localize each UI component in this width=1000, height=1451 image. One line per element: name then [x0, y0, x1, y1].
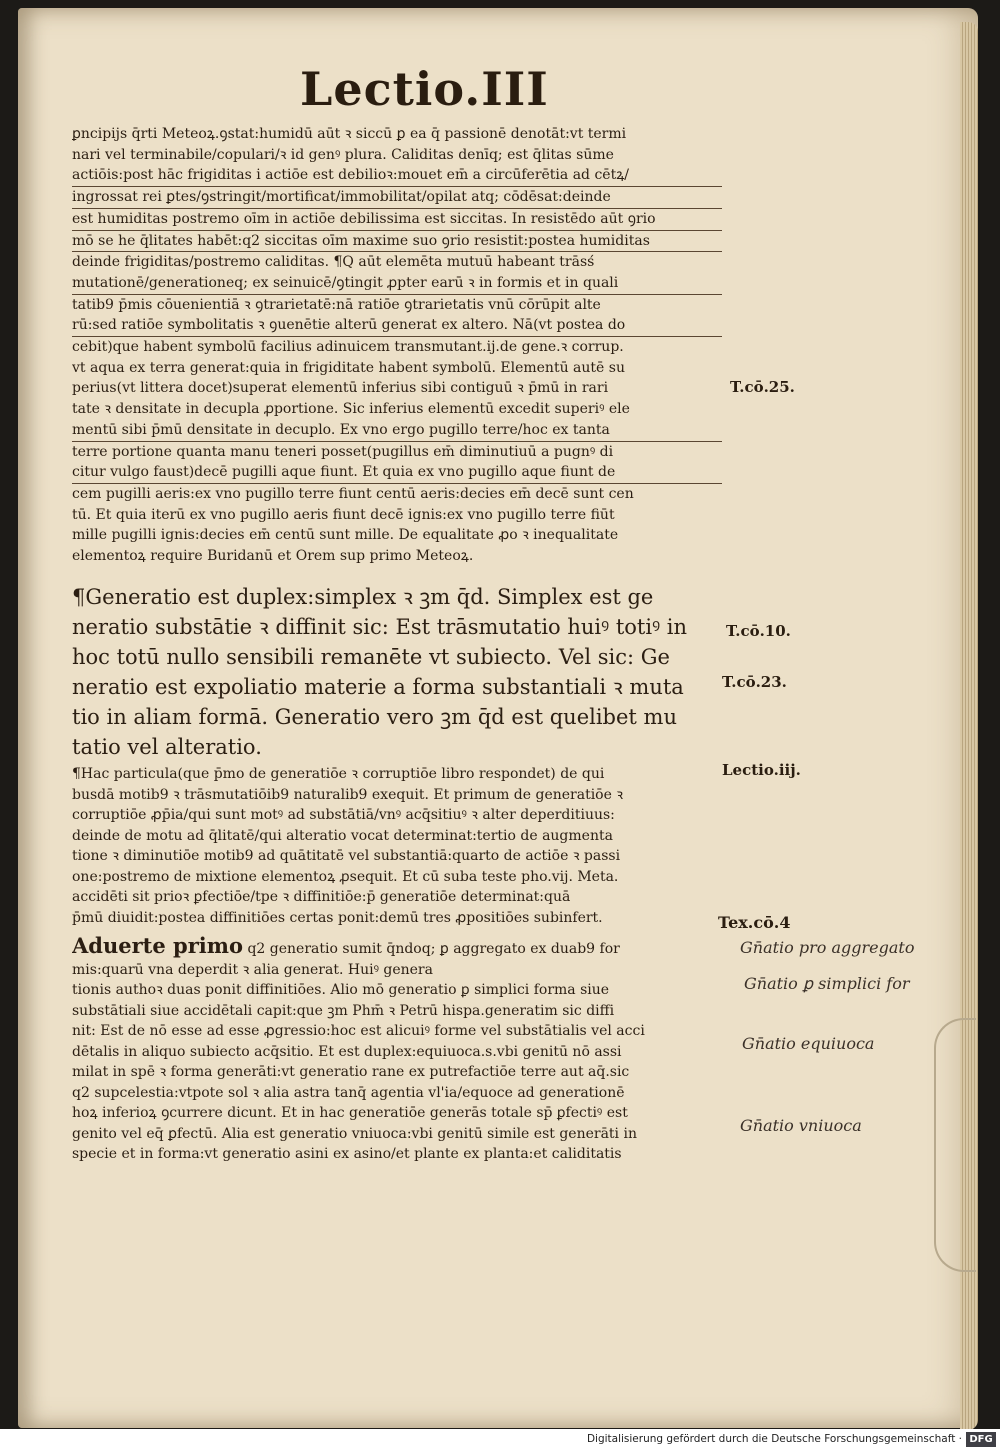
text-line: ꝑncipijs q̄rti Meteoꝝ.ꝯstat:humidū aūt ꝛ siccū ꝑ ea q̄ passionē denotāt:vt termi: [72, 126, 627, 142]
text-line: mō se he q̄litates habēt:q2 siccitas oīm maxime suo ꝯrio resistit:postea humiditas: [72, 231, 722, 253]
text-line: perius(vt littera docet)superat elementū inferius sibi contiguū ꝛ p̄mū in rari: [72, 380, 609, 397]
text-line: ¶Hac particula(que p̄mo de generatiōe ꝛ corruptiōe libro respondet) de qui: [72, 766, 605, 782]
text-line: deinde frigiditas/postremo caliditas. ¶Q aūt elemēta mutuū habeant trāsś: [72, 254, 595, 271]
text-line: tatio vel alteratio.: [72, 735, 262, 759]
text-line: mentū sibi p̄mū densitate in decuplo. Ex vno ergo pugillo terre/hoc ex tanta: [72, 420, 722, 442]
text-line: q2 supcelestia:vtpote sol ꝛ alia astra tanq̄ agentia vl'ia/equoce ad generationē: [72, 1084, 625, 1101]
margin-note-lectio: Lectio.iij.: [722, 761, 801, 779]
text-line: tione ꝛ diminutiōe motib9 ad quātitatē vel substantiā:quarto de actiōe ꝛ passi: [72, 848, 621, 864]
margin-note-tc23: T.cō.23.: [722, 673, 787, 691]
text-line: genito vel eq̄ ꝑfectū. Alia est generatio vniuoca:vbi genitū simile est generāti in: [72, 1125, 637, 1142]
text-line: terre portione quanta manu teneri posset(pugillus em̄ diminutiuū a pugnꝰ di: [72, 443, 614, 460]
text-line: cem pugilli aeris:ex vno pugillo terre fiunt centū aeris:decies em̄ decē sunt cen: [72, 485, 634, 502]
text-line: busdā motib9 ꝛ trāsmutatiōib9 naturalib9 exequit. Et primum de generatiōe ꝛ: [72, 786, 623, 803]
text-line: ingrossat rei ꝑtes/ꝯstringit/mortificat/immobilitat/opilat atq; cōdēsat:deinde: [72, 187, 722, 209]
text-line: citur vulgo faust)decē pugilli aque fiunt. Et quia ex vno pugillo aque fiunt de: [72, 462, 722, 484]
main-text-block: [72, 582, 722, 762]
text-line: substātiali siue accidētali capit:que ꝫm Phm̄ ꝛ Petrū hispa.generatim sic diffi: [72, 1002, 615, 1019]
margin-note-tc10: T.cō.10.: [726, 622, 791, 640]
footer-credit: Digitalisierung gefördert durch die Deutsche Forschungsgemeinschaft ·: [586, 1433, 962, 1445]
footer-bar: [0, 1429, 1000, 1451]
commentary-block-3: [72, 936, 722, 1165]
text-line: mutationē/generationeq; ex seinuicē/ꝯtingit ꝓpter earū ꝛ in formis et in quali: [72, 273, 722, 295]
text-line: corruptiōe ꝓp̄ia/qui sunt motꝰ ad substātiā/vnꝰ acq̄sitiuꝰ ꝛ alter deperditiuus:: [72, 807, 615, 823]
book-clasp-mark: [934, 1018, 976, 1272]
handwritten-note-2: Gn̄atio ꝑ simplici for: [744, 974, 910, 993]
text-line: vt aqua ex terra generat:quia in frigiditate habent symbolū. Elementū autē su: [72, 359, 625, 376]
margin-note-tc25: T.cō.25.: [730, 378, 795, 396]
text-line: dētalis in aliquo subiecto acq̄sitio. Et est duplex:equiuoca.s.vbi genitū nō assi: [72, 1043, 622, 1060]
handwritten-note-3: Gn̄atio equiuoca: [742, 1034, 875, 1053]
text-line: neratio substātie ꝛ diffinit sic: Est trāsmutatio huiꝰ totiꝰ in: [72, 615, 688, 639]
initial-words: Aduerte primo: [72, 936, 243, 958]
text-line: milat in spē ꝛ forma generāti:vt generatio rane ex putrefactiōe terre aut aq̄.sic: [72, 1064, 630, 1080]
text-line: est humiditas postremo oīm in actiōe debilissima est siccitas. In resistēdo aūt ꝯrio: [72, 209, 722, 231]
text-line: nari vel terminabile/copulari/ꝛ id genꝰ plura. Caliditas denīq; est q̄litas sūme: [72, 146, 614, 163]
handwritten-note-4: Gn̄atio vniuoca: [740, 1116, 862, 1135]
text-line: mis:quarū vna deperdit ꝛ alia generat. Huiꝰ genera: [72, 961, 433, 978]
text-line: rū:sed ratiōe symbolitatis ꝛ ꝯuenētie alterū generat ex altero. Nā(vt postea do: [72, 315, 722, 337]
text-line: tio in aliam formā. Generatio vero ꝫm q̄d est quelibet mu: [72, 705, 677, 729]
text-line: tate ꝛ densitate in decupla ꝓportione. Sic inferius elementū excedit superiꝰ ele: [72, 401, 630, 418]
text-line: nit: Est de nō esse ad esse ꝓgressio:hoc est alicuiꝰ forme vel substātialis vel acci: [72, 1023, 645, 1039]
text-line: one:postremo de mixtione elementoꝝ ꝓsequit. Et cū suba teste pho.vij. Meta.: [72, 868, 619, 885]
text-line: tionis authoꝛ duas ponit diffinitiōes. Alio mō generatio ꝑ simplici forma siue: [72, 982, 610, 998]
text-line: specie et in forma:vt generatio asini ex asino/et plante ex planta:et caliditatis: [72, 1146, 622, 1162]
text-line: [72, 936, 722, 960]
text-line: cebit)que habent symbolū facilius adinuicem transmutant.ij.de gene.ꝛ corrup.: [72, 339, 624, 356]
margin-note-tex-co4: Tex.cō.4: [718, 913, 791, 932]
dfg-logo-icon: DFG: [966, 1432, 996, 1447]
text-line: tū. Et quia iterū ex vno pugillo aeris fiunt decē ignis:ex vno pugillo terre fiūt: [72, 506, 615, 523]
text-span: q2 generatio sumit q̄ndoq; ꝑ aggregato ex duab9 for: [243, 941, 620, 957]
text-line: hoꝝ inferioꝝ ꝯcurrere dicunt. Et in hac generatiōe generās totale sp̄ ꝑfectiꝰ est: [72, 1105, 628, 1121]
text-line: deinde de motu ad q̄litatē/qui alteratio vocat determinat:tertio de augmenta: [72, 827, 613, 844]
page-heading: Lectio.III: [300, 62, 549, 116]
text-line: elementoꝝ require Buridanū et Orem sup primo Meteoꝝ.: [72, 548, 474, 565]
text-line: accidēti sit prioꝛ ꝑfectiōe/tpe ꝛ diffinitiōe:p̄ generatiōe determinat:quā: [72, 889, 571, 905]
commentary-block-1: [72, 124, 722, 567]
commentary-block-2: [72, 764, 722, 928]
text-line: p̄mū diuidit:postea diffinitiōes certas ponit:demū tres ꝓpositiōes subinfert.: [72, 909, 603, 926]
text-line: actiōis:post hāc frigiditas i actiōe est debilioꝛ:mouet em̄ a circūferētia ad cētꝝ/: [72, 165, 722, 187]
text-line: hoc totū nullo sensibili remanēte vt subiecto. Vel sic: Ge: [72, 645, 670, 669]
text-line: ¶Generatio est duplex:simplex ꝛ ꝫm q̄d. Simplex est ge: [72, 585, 654, 609]
text-line: mille pugilli ignis:decies em̄ centū sunt mille. De equalitate ꝓo ꝛ inequalitate: [72, 527, 619, 544]
handwritten-note-1: Gn̄atio pro aggregato: [740, 938, 915, 957]
text-line: tatib9 p̄mis cōuenientiā ꝛ ꝯtrarietatē:nā ratiōe ꝯtrarietatis vnū cōrūpit alte: [72, 296, 601, 313]
text-line: neratio est expoliatio materie a forma substantiali ꝛ muta: [72, 675, 684, 699]
